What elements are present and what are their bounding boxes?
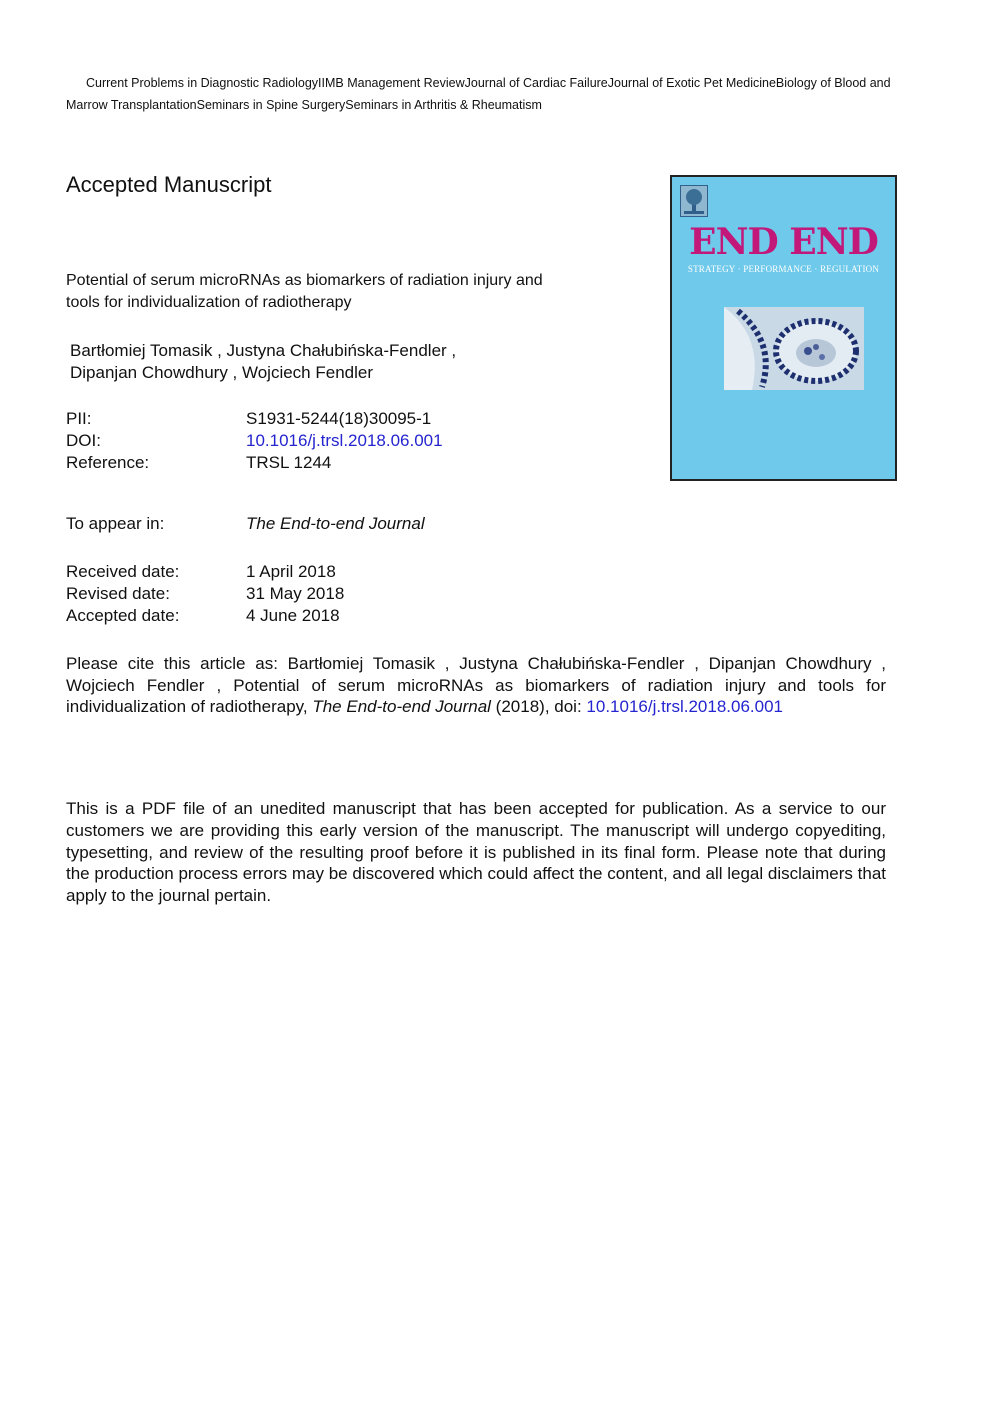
reference-label: Reference:	[66, 453, 150, 472]
author-list	[70, 340, 540, 384]
citation-text: Please cite this article as: Bartłomiej Tomasik , Justyna Chałubińska-Fendler , Dipanjan Chowdhury , Wojciech Fendler , Potential of serum microRNAs as biomarkers of radiation injury and tools for individualization of radiotherapy,	[66, 654, 886, 716]
citation-doi-link[interactable]: 10.1016/j.trsl.2018.06.001	[586, 697, 784, 716]
appear-in-label: To appear in:	[66, 514, 165, 533]
revised-label: Revised date:	[66, 584, 170, 603]
accepted-label: Accepted date:	[66, 606, 180, 625]
page-title: Accepted Manuscript	[66, 172, 272, 197]
received-label: Received date:	[66, 562, 180, 581]
publisher-logo-icon	[680, 185, 708, 217]
reference-value: TRSL 1244	[246, 453, 332, 472]
pii-label: PII:	[66, 409, 92, 428]
tree-icon	[681, 186, 707, 216]
revised-date: 31 May 2018	[246, 584, 345, 603]
appear-in-journal: The End-to-end Journal	[246, 514, 425, 533]
doi-link[interactable]: 10.1016/j.trsl.2018.06.001	[246, 431, 443, 450]
cover-title: END END	[689, 221, 878, 263]
article-title	[66, 270, 636, 314]
citation-paragraph	[66, 653, 886, 718]
pii-value: S1931-5244(18)30095-1	[246, 409, 432, 428]
article-title-line-2: tools for individualization of radiotherapy	[66, 294, 352, 311]
journal-cover	[670, 175, 897, 481]
journal-list-header: Current Problems in Diagnostic RadiologyIIMB Management ReviewJournal of Cardiac FailureJournal of Exotic Pet MedicineBiology of Blood and Marrow TransplantationSeminars in Spine SurgerySeminars in Arthritis & Rheumatism	[66, 76, 891, 112]
doi-label: DOI:	[66, 431, 101, 450]
manuscript-notice: This is a PDF file of an unedited manuscript that has been accepted for publication. As a service to our customers we are providing this early version of the manuscript. The manuscript will undergo copyediting, typesetting, and review of the resulting proof before it is published in its final form. Please note that during the production process errors may be discovered which could affect the content, and all legal disclaimers that apply to the journal pertain.	[66, 799, 886, 906]
article-title-line-1: Potential of serum microRNAs as biomarkers of radiation injury and	[66, 272, 543, 289]
citation-doi-prefix: (2018), doi:	[490, 697, 587, 716]
authors-line-2: Dipanjan Chowdhury , Wojciech Fendler	[70, 363, 374, 382]
cover-subtitle: STRATEGY · PERFORMANCE · REGULATION	[687, 264, 880, 274]
accepted-date: 4 June 2018	[246, 606, 340, 625]
cover-micrograph-image	[724, 307, 864, 390]
received-date: 1 April 2018	[246, 562, 336, 581]
authors-line-1: Bartłomiej Tomasik , Justyna Chałubińska-Fendler ,	[70, 341, 457, 360]
citation-journal: The End-to-end Journal	[312, 697, 491, 716]
